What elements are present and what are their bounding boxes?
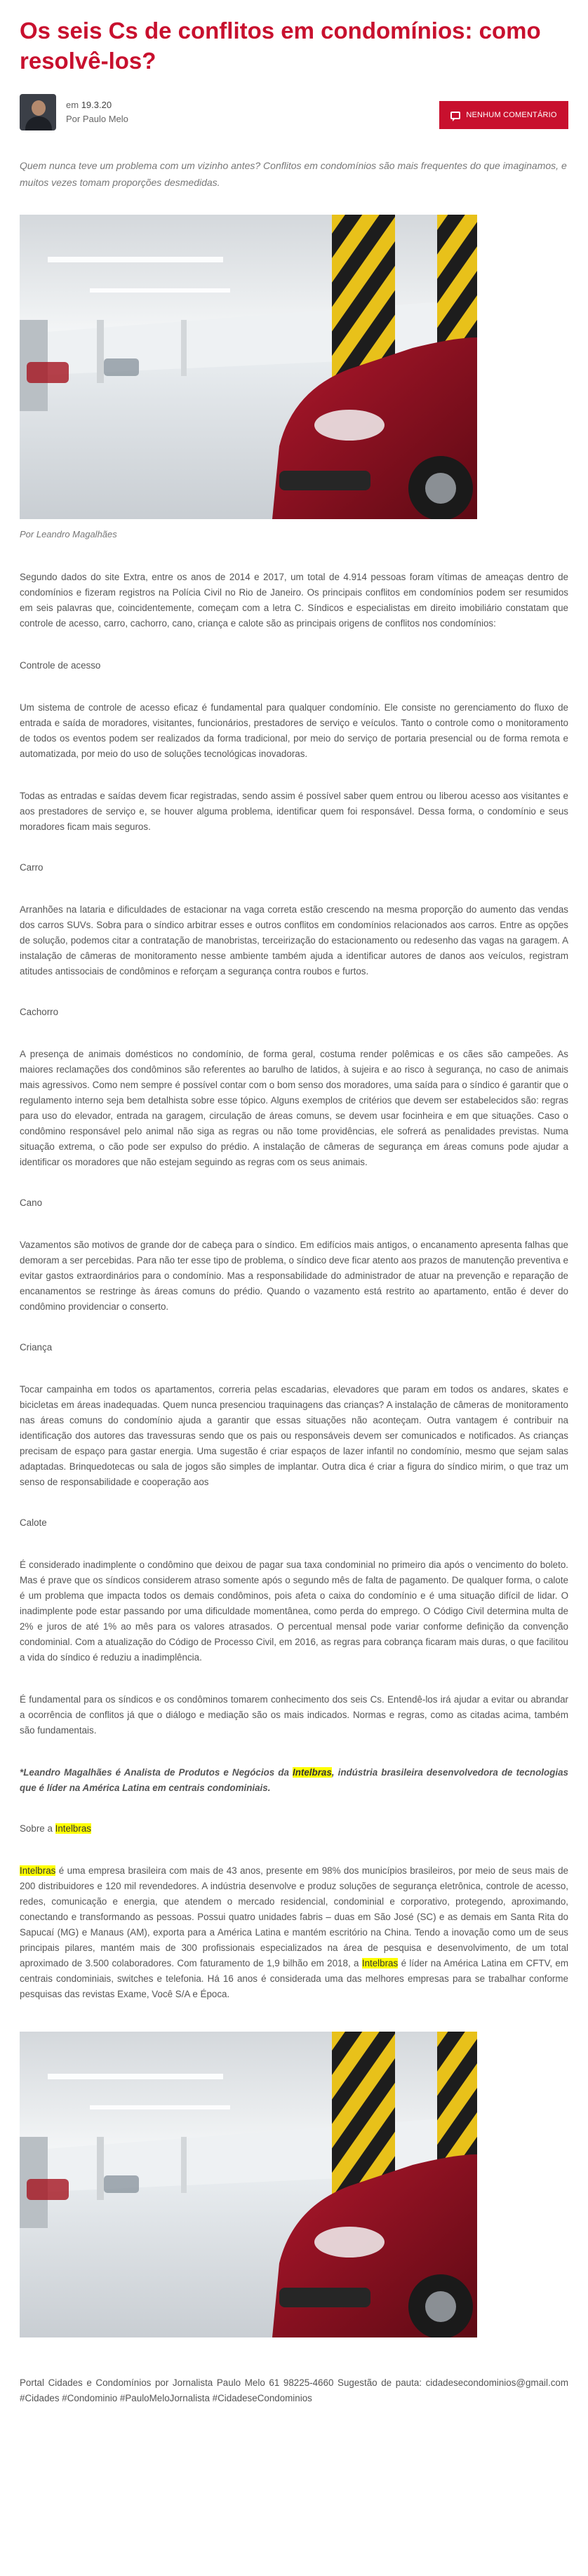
article-lead: Quem nunca teve um problema com um vizinho antes? Conflitos em condomínios são mais frequentes do que imaginamos, e muitos vezes tomam proporções desmedidas. [20, 160, 567, 188]
article-container [20, 15, 568, 2406]
ceiling-light [48, 257, 223, 262]
company-brand-2: Intelbras [361, 1958, 399, 1968]
author-line[interactable]: Por Paulo Melo [66, 114, 128, 124]
section-heading-carro: Carro [20, 862, 44, 873]
date-line [66, 98, 128, 112]
date-prefix: em [66, 100, 79, 110]
sobre-brand: Intelbras [55, 1823, 91, 1834]
author-bio-part-2: , indústria brasileira desenvolvedora de tecnologias que é líder na América Latina em centrais condominiais. [20, 1767, 568, 1793]
car-grille [279, 2288, 370, 2307]
cachorro-paragraph: A presença de animais domésticos no condomínio, de forma geral, costuma render polêmicas e os cães são campeões. As maiores reclamações dos condôminos são referentes ao barulho de latidos, à sujeira e ao risco à segurança, no caso de animais mais agressivos. Como nem sempre é possível contar com o bom senso dos moradores, uma saída para o síndico é garantir que o regulamento interno seja bem detalhista sobre esse tópico. Alguns exemplos de critérios que devem ser estabelecidos são: regras para uso do elevador, entrada na garagem, circulação de áreas comuns, se devem usar focinheira e em que situações. Caso o condômino responsável pelo animal não siga as regras ou não tome providências, ele sofrerá as penalidades previstas. Numa situação extrema, o cão pode ser expulso do prédio. A instalação de câmeras de segurança em áreas comuns pode ajudar a identificar os moradores que não estejam seguindo as regras com os seus animais. [20, 1049, 568, 1167]
intro-paragraph: Segundo dados do site Extra, entre os anos de 2014 e 2017, um total de 4.914 pessoas foram vítimas de ameaças dentro de condomínios e fizeram registros na Polícia Civil no Rio de Janeiro. Os principais conflitos em condomínios podem ser resumidos em seis palavras que, coincidentemente, começam com a letra C. Síndicos e especialistas em direito imobiliário constatam que controle de acesso, carro, cachorro, cano, criança e calote são as principais origens de conflitos nos condomínios: [20, 572, 568, 629]
photo-caption: Por Leandro Magalhães [20, 529, 117, 539]
post-date: 19.3.20 [81, 100, 112, 110]
avatar-body [25, 116, 52, 130]
company-text-2: é líder na América Latina em CFTV, em centrais condominiais, switches e telefonia. Há 16 anos é considerada uma das melhores empresas para se trabalhar conforme pesquisas das revistas Exame, Você S/A e Época. [20, 1958, 568, 1999]
comments-label: NENHUM COMENTÁRIO [466, 111, 557, 119]
parking-garage-photo [20, 215, 477, 519]
article-meta [20, 94, 568, 130]
section-heading-acesso: Controle de acesso [20, 660, 101, 671]
crianca-paragraph: Tocar campainha em todos os apartamentos, correria pelas escadarias, elevadores que param em todos os andares, skates e bicicletas em áreas inadequadas. Quem nunca presenciou traquinagens das crianças? A instalação de câmeras de monitoramento nas áreas comuns do condomínio ajuda a garantir que essas situações não aconteçam. Outra vantagem é contribuir na identificação dos autores das travessuras sendo que os pais ou responsáveis devem ser comunicados e notificados. As crianças precisam de espaço para gastar energia. Uma sugestão é criar espaços de lazer infantil no condomínio, mesmo que sejam salas adaptadas. Brinquedotecas ou sala de jogos são simples de implantar. Outra dica é criar a figura do síndico mirim, o que traz um senso de responsabilidade e cooperação aos [20, 1384, 568, 1487]
car-headlight [314, 2227, 385, 2258]
mid-pillar [97, 2137, 104, 2200]
comments-button[interactable] [439, 101, 568, 129]
brand-highlight: Intelbras [292, 1767, 332, 1778]
section-heading-crianca: Criança [20, 1342, 53, 1353]
footer-credit: Portal Cidades e Condomínios por Jornalista Paulo Melo 61 98225-4660 Sugestão de pauta: cidadesecondominios@gmail.com #Cidades #Condominio #PauloMeloJornalista #CidadeseCondominios [20, 2377, 568, 2403]
avatar-head [32, 100, 46, 116]
parked-car-mid [104, 358, 139, 376]
section-heading-cachorro: Cachorro [20, 1007, 59, 1017]
calote-paragraph: É considerado inadimplente o condômino que deixou de pagar sua taxa condominial no primeiro dia após o vencimento do boleto. Mas é prave que os síndicos considerem atraso somente após o segundo mês de falta de pagamento. De qualquer forma, o calote é um problema que impacta todos os demais condôminos, pois afeta o caixa do condomínio e é uma situação difícil de lidar. O inadimplente pode estar passando por uma dificuldade momentânea, como perda do emprego. O Código Civil determina multa de 2% e juros de até 1% ao mês para os valores atrasados. O percentual mensal pode variar conforme definição da convenção condominial. Com a atualização do Código de Processo Civil, em 2016, as regras para cobrança ficaram mais duras, o que facilitou a vida do síndico é reduziu a inadimplência. [20, 1559, 568, 1663]
sobre-label: Sobre a [20, 1823, 55, 1834]
company-paragraph [20, 1863, 568, 2002]
parked-car-left [27, 2179, 69, 2200]
acesso-paragraph-2: Todas as entradas e saídas devem ficar registradas, sendo assim é possível saber quem entrou ou liberou acesso aos visitantes e aos prestadores de serviço e, se houver alguma problema, identificar quem foi responsável. Dessa forma, o condomínio e seus moradores ficam mais seguros. [20, 791, 568, 832]
parking-garage-photo-2 [20, 2032, 477, 2337]
far-pillar [181, 2137, 187, 2193]
ceiling-light-2 [90, 2105, 230, 2109]
author-bio-part-1: *Leandro Magalhães é Analista de Produtos e Negócios da [20, 1767, 293, 1778]
sobre-heading [20, 1821, 568, 1837]
section-heading-calote: Calote [20, 1517, 47, 1528]
car-headlight [314, 410, 385, 441]
carro-paragraph: Arranhões na lataria e dificuldades de estacionar na vaga correta estão crescendo na mesma proporção do aumento das vendas dos carros SUVs. Sobra para o síndico arbitrar esses e outros conflitos em condomínios relacionados aos carros. Entre as opções de solução, podemos citar a contratação de manobristas, terceirização do estacionamento ou redesenho das vagas na garagem. A instalação de câmeras de monitoramento nesse ambiente também ajuda a identificar autores de danos aos veículos, registram atitudes antissociais de condôminos e reforçam a segurança contra roubos e furtos. [20, 904, 568, 977]
closing-paragraph: É fundamental para os síndicos e os condôminos tomarem conhecimento dos seis Cs. Entendê-los irá ajudar a evitar ou abrandar a ocorrência de conflitos já que o diálogo e mediação são os mais indicados. Normas e regras, como as citadas acima, também são fundamentais. [20, 1694, 568, 1736]
ceiling-light-2 [90, 288, 230, 293]
author-avatar[interactable] [20, 94, 56, 130]
author-bio [20, 1765, 568, 1796]
ceiling-light [48, 2074, 223, 2079]
section-heading-cano: Cano [20, 1198, 43, 1208]
car-rim [425, 2291, 456, 2322]
acesso-paragraph-1: Um sistema de controle de acesso eficaz é fundamental para qualquer condomínio. Ele consiste no gerenciamento do fluxo de entrada e saída de moradores, visitantes, funcionários, prestadores de serviço e veículos. Tanto o controle como o monitoramento de todos os eventos podem ser realizados da forma tradicional, por meio do serviço de portaria presencial ou de forma remota e automatizada, por meio do uso de soluções tecnológicas inovadoras. [20, 702, 568, 759]
car-grille [279, 471, 370, 490]
parked-car-left [27, 362, 69, 383]
company-brand: Intelbras [20, 1865, 56, 1876]
cano-paragraph: Vazamentos são motivos de grande dor de cabeça para o síndico. Em edifícios mais antigos, o encanamento apresenta falhas que demoram a ser percebidas. Para não ter esse tipo de problema, o síndico deve ficar atento aos prazos de manutenção preventiva e evitar gastos extraordinários para o condomínio. Mas a responsabilidade do administrador de atuar na prevenção e reparação de encanamentos se restringe às áreas comuns do prédio. Quando o vazamento está restrito ao apartamento, então é dever do condômino providenciar o conserto. [20, 1240, 568, 1312]
car-rim [425, 473, 456, 504]
parked-car-mid [104, 2175, 139, 2193]
meta-text [66, 98, 128, 126]
far-pillar [181, 320, 187, 376]
mid-pillar [97, 320, 104, 383]
article-title: Os seis Cs de conflitos em condomínios: como resolvê-los? [20, 18, 541, 74]
comment-icon [450, 112, 460, 119]
company-text-1: é uma empresa brasileira com mais de 43 anos, presente em 98% dos municípios brasileiros, por meio de seus mais de 200 distribuidores e 120 mil revendedores. A indústria desenvolve e produz soluções de segurança eletrônica, controle de acesso, redes, comunicação e energia, que atendem o mercado residencial, condominial e corporativo, protegendo, aproximando, conectando e transformando as pessoas. Possui quatro unidades fabris – duas em São José (SC) e as demais em Santa Rita do Sapucaí (MG) e Manaus (AM), exporta para a América Latina e mantém escritório na China. Tendo a inovação como um de seus principais pilares, mantém mais de 300 profissionais especializados na área de pesquisa e desenvolvimento, de um total aproximado de 3.500 colaboradores. Com faturamento de 1,9 bilhão em 2018, a [20, 1865, 568, 1968]
